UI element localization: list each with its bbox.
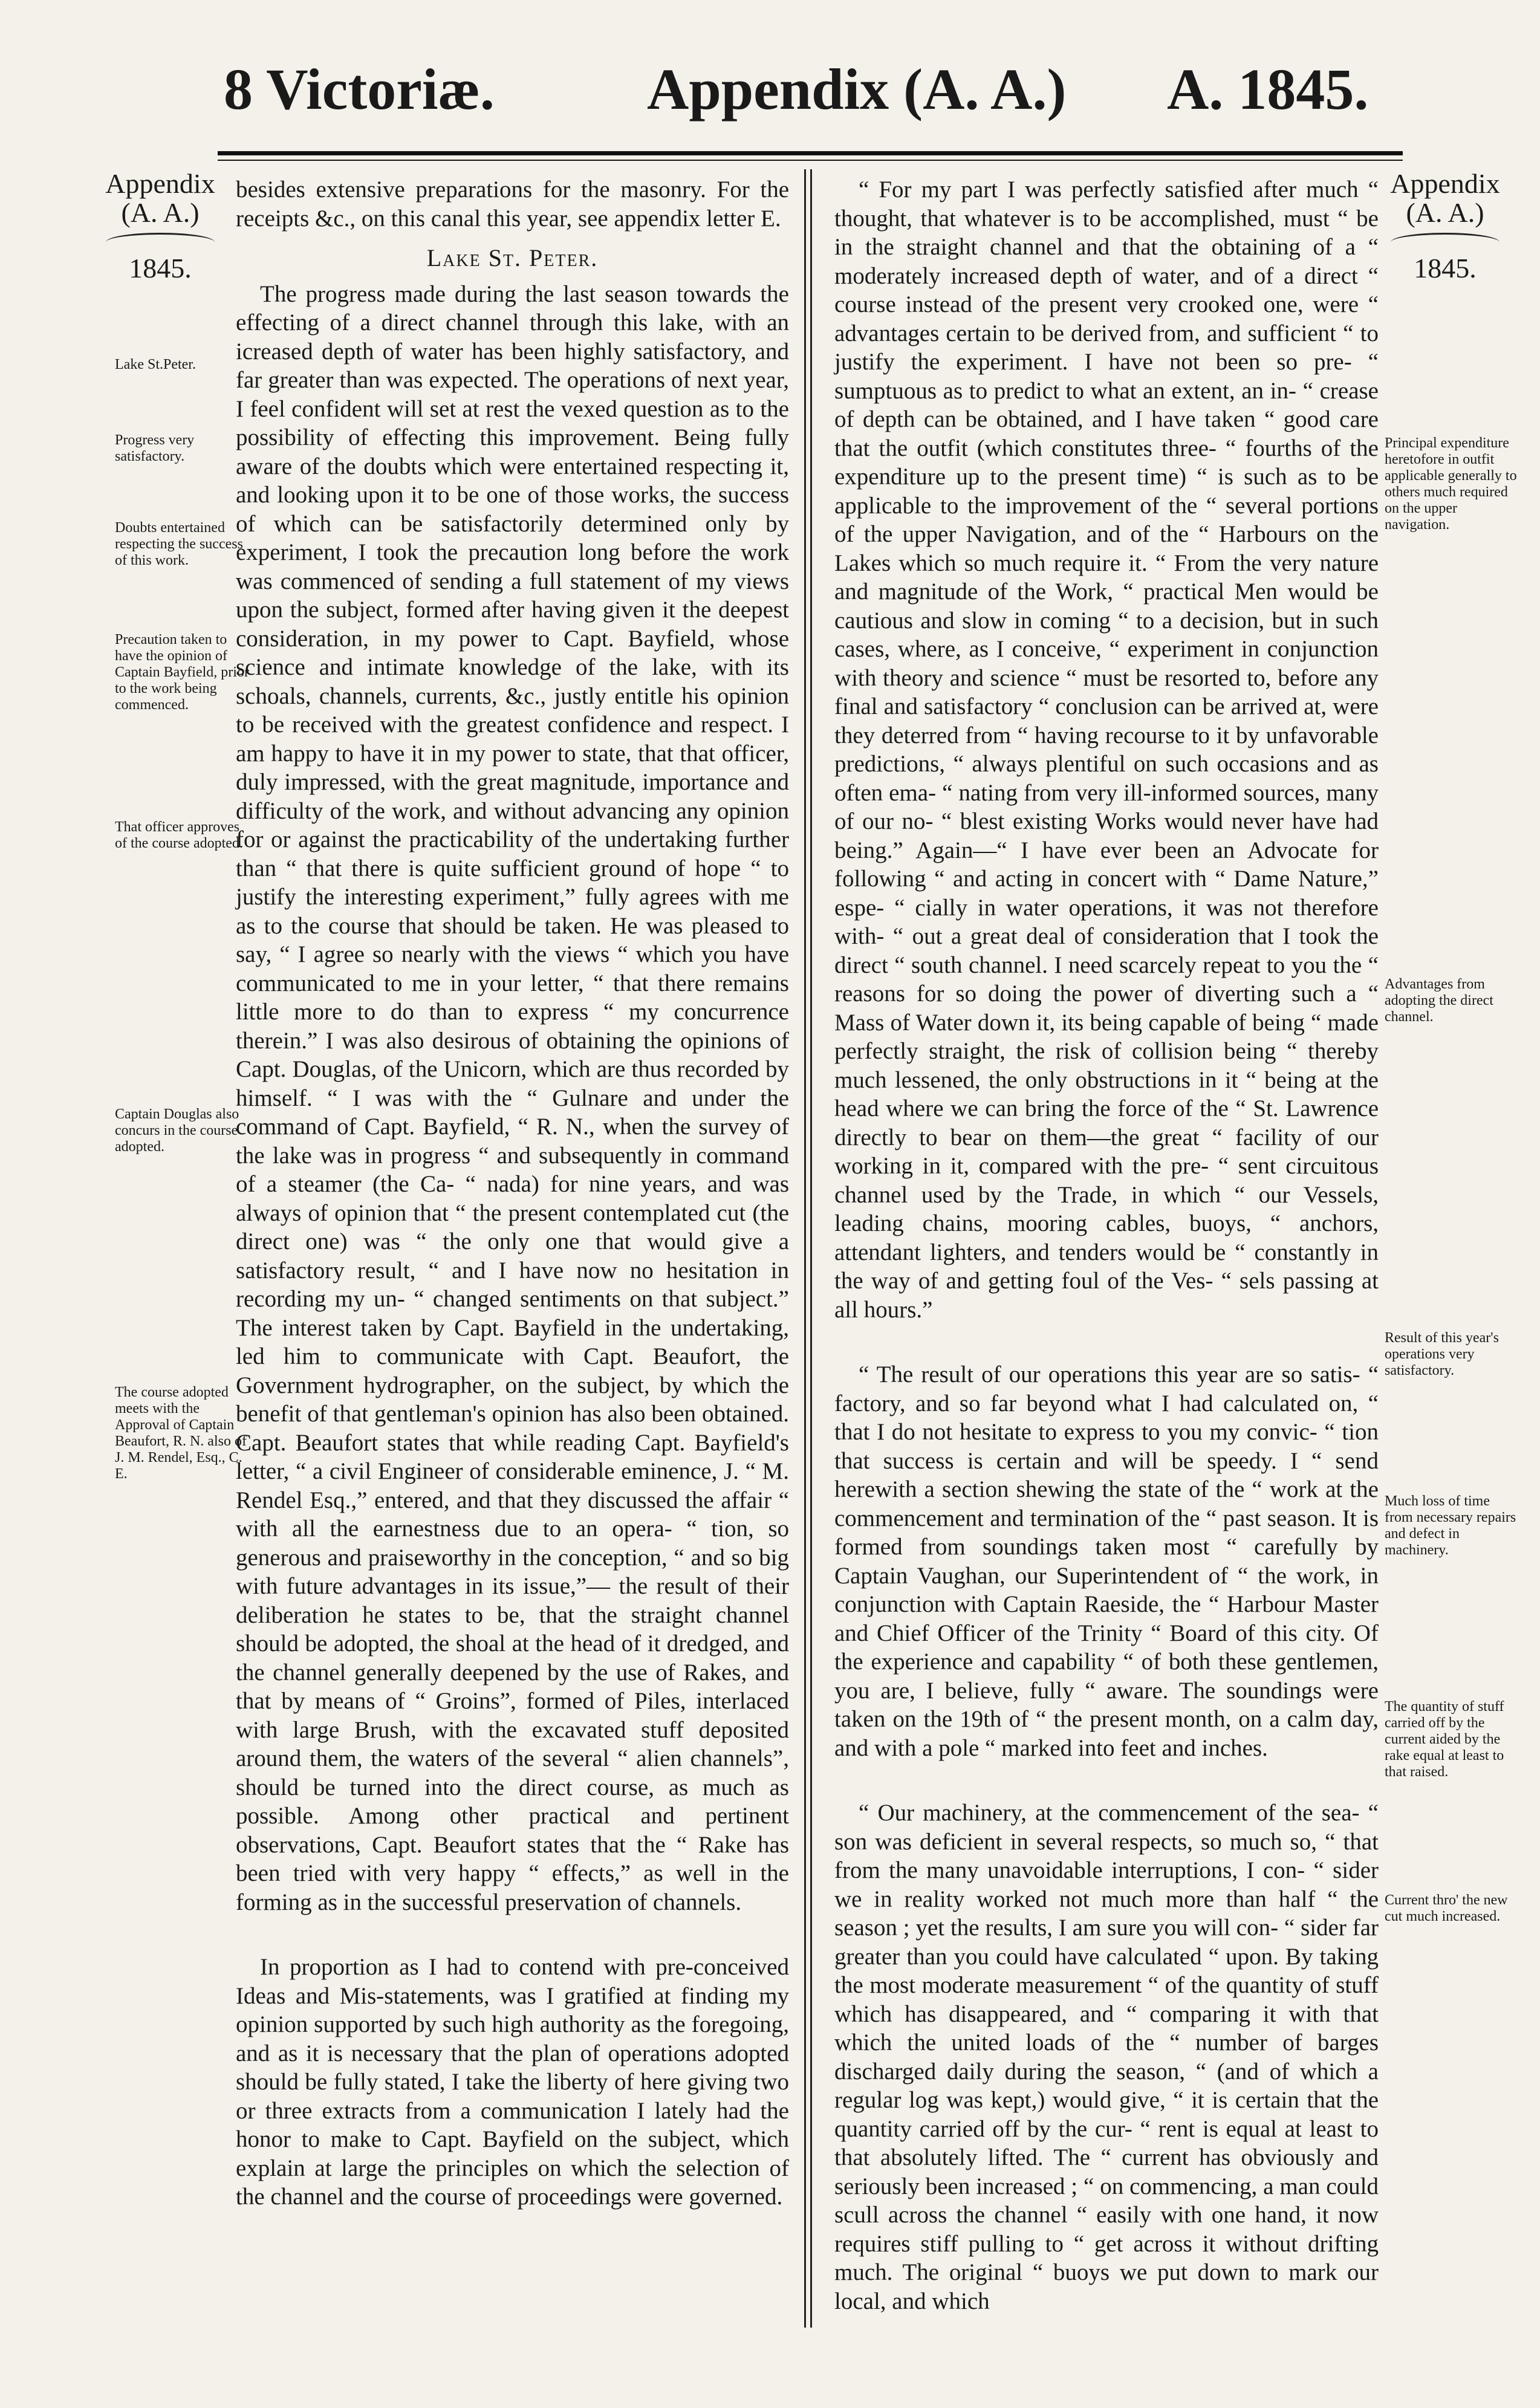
brace-icon xyxy=(106,233,215,252)
quote-paragraph: “ Our machinery, at the commencement of the sea- “ son was deficient in several respects, so much so, “ that from the many unavoidable interruptions, I con- “ sider we in reality worked not much more than half “ the season ; yet the results, I am sure you will con- “ sider far greater than you could have calculated “ upon. By taking the most moderate measurement “ of the quantity of stuff which has disappeared, and “ comparing it with that which the united loads of the “ number of barges discharged daily during the season, “ (and of which a regular log was kept,) would give, “ it is certain that the quantity carried off by the cur- “ rent is equal at least to that absolutely lifted. The “ current has obviously and seriously been increased ; “ on commencing, a man could scull across the channel “ easily with one hand, it now requires stiff pulling to “ get across it without drifting much. The original “ buoys we put down to mark our local, and which xyxy=(834,1800,1379,2314)
margin-note: Advantages from adopting the direct channel. xyxy=(1385,976,1493,1025)
section-title: Lake St. Peter. xyxy=(426,244,599,271)
header-year: A. 1845. xyxy=(1167,57,1369,122)
margin-note: The course adopted meets with the Approval of Captain Beaufort, R. N. also of J. M. Rendel, Esq., C. E. xyxy=(115,1384,247,1482)
header-session: 8 Victoriæ. xyxy=(224,57,495,122)
column-divider xyxy=(810,169,812,2328)
header-rule-thick xyxy=(218,151,1403,155)
quote-paragraph: “ For my part I was perfectly satisfied after much “ thought, that whatever is to be accomplished, must “ be in the straight channel and that the obtaining of a “ moderately increased depth of water, and of a direct “ course instead of the present very crooked one, were “ advantages certain to be derived from, and sufficient “ to justify the experiment. I have not been so pre- “ sumptuous as to predict to what an extent, an in- “ crease of depth can be obtained, and I have taken “ good care that the outfit (which constitutes three- “ fourths of the expenditure up to the present time) “ is such as to be applicable to the improvement of the “ several portions of the upper Navigation, and of the “ Harbours on the Lakes which so much require it. “ From the very nature and magnitude of the Work, “ practical Men would be cautious and slow in coming “ to a decision, but in such cases, where, as I conceive, “ experiment in conjunction with theory and science “ must be resorted to, before any final and satisfactory “ conclusion can be arrived at, were they deterred from “ having recourse to it by unfavorable predictions, “ always plentiful on such occasions and as often ema- “ nating from very ill-informed sources, many of our no- “ blest existing Works would never have had being.” Again—“ I have ever been an Advocate for following “ and acting in concert with “ Dame Nature,” espe- “ cially in water operations, it was not therefore with- “ out a great deal of consideration that I took the direct “ south channel. I need scarcely repeat to you the “ reasons for so doing the power of diverting such a “ Mass of Water down it, its being capable of being “ made perfectly straight, the risk of collision being “ thereby much lessened, the only obstructions in it “ being at the head where we can bring the force of the “ St. Lawrence directly to bear on them—the great “ facility of our working in it, compared with the pre- “ sent circuitous channel used by the Trade, in which “ our Vessels, leading chains, mooring cables, buoys, “ anchors, attendant lighters, and tenders would be “ constantly in the way of and getting foul of the Ves- “ sels passing at all hours.” xyxy=(834,177,1379,1323)
column-divider xyxy=(804,169,806,2328)
appendix-tag-code: (A. A.) xyxy=(1406,197,1484,229)
appendix-tag-right xyxy=(1385,169,1506,283)
margin-note: Principal expenditure heretofore in outfit applicable generally to others much required on the upper navigation. xyxy=(1385,435,1517,533)
body-paragraph: The progress made during the last season towards the effecting of a direct channel through this lake, with an icreased depth of water has been highly satisfactory, and far greater than was expected. The operations of next year, I feel confident will set at rest the vexed question as to the possibility of effecting this improvement. Being fully aware of the doubts which were entertained respecting it, and looking upon it to be one of those works, the success of which can be satisfactorily determined only by experiment, I took the precaution long before the work was commenced of sending a full statement of my views upon the subject, formed after having given it the deepest consideration, in my power to Capt. Bayfield, whose science and intimate knowledge of the lake, with its schoals, channels, currents, &c., justly entitle his opinion to be received with the greatest confidence and respect. I am happy to have it in my power to state, that that officer, duly impressed, with the great magnitude, importance and difficulty of the work, and without advancing any opinion for or against the practicability of the undertaking further than “ that there is quite sufficient ground of hope “ to justify the interesting experiment,” fully agrees with me as to the course that should be taken. He was pleased to say, “ I agree so nearly with the views “ which you have communicated to me in your letter, “ that there remains little more to do than to express “ my concurrence therein.” I was also desirous of obtaining the opinions of Capt. Douglas, of the Unicorn, which are thus recorded by himself. “ I was with the “ Gulnare and under the command of Capt. Bayfield, “ R. N., when the survey of the lake was in progress “ and subsequently in command of a steamer (the Ca- “ nada) for nine years, and was always of opinion that “ the present contemplated cut (the direct one) was “ the only one that would give a satisfactory result, “ and I have now no hesitation in recording my un- “ changed sentiments on that subject.” The interest taken by Capt. Bayfield in the undertaking, led him to communicate with Capt. Beaufort, the Government hydrographer, on the subject, by which the benefit of that gentleman's opinion has also been obtained. Capt. Beaufort states that while reading Capt. Bayfield's letter, “ a civil Engineer of considerable eminence, J. “ M. Rendel Esq.,” entered, and that they discussed the affair “ with all the earnestness due to an opera- “ tion, so generous and praiseworthy in the conception, “ and so big with future advantages in its issue,”— the result of their deliberation he states to be, that the straight channel should be adopted, the shoal at the head of it dredged, and the channel generally deepened by the use of Rakes, and that by means of “ Groins”, formed of Piles, interlaced with large Brush, with the excavated stuff deposited around them, the waters of the several “ alien channels”, should be turned into the direct course, as much as possible. Among other practical and pertinent observations, Capt. Beaufort states that the “ Rake has been tried with very happy “ effects,” as well in the forming as in the successful preservation of channels. xyxy=(236,281,789,1915)
left-column xyxy=(236,175,789,2212)
appendix-tag-label: Appendix xyxy=(1390,168,1500,199)
margin-note: That officer approves of the course adopted. xyxy=(115,819,243,851)
margin-note: Progress very satisfactory. xyxy=(115,432,195,464)
appendix-tag-year: 1845. xyxy=(129,252,192,284)
appendix-tag-code: (A. A.) xyxy=(121,197,200,229)
appendix-tag-label: Appendix xyxy=(105,168,215,199)
margin-note: Result of this year's operations very satisfactory. xyxy=(1385,1330,1499,1378)
intro-paragraph: besides extensive preparations for the masonry. For the receipts &c., on this canal this year, see appendix letter E. xyxy=(236,177,789,232)
header-appendix: Appendix (A. A.) xyxy=(647,57,1067,122)
header-rule-thin xyxy=(218,160,1403,161)
margin-note: Captain Douglas also concurs in the course adopted. xyxy=(115,1106,239,1155)
margin-note: Much loss of time from necessary repairs and defect in machinery. xyxy=(1385,1493,1516,1558)
margin-note: The quantity of stuff carried off by the current aided by the rake equal at least to that raised. xyxy=(1385,1699,1504,1780)
page-header xyxy=(0,42,1540,151)
brace-icon xyxy=(1391,233,1499,252)
body-paragraph: In proportion as I had to contend with pre-conceived Ideas and Mis-statements, was I gratified at finding my opinion supported by such high authority as the foregoing, and as it is necessary that the plan of operations adopted should be fully stated, I take the liberty of here giving two or three extracts from a communication I lately had the honor to make to Capt. Bayfield on the subject, which explain at large the principles on which the selection of the channel and the course of proceedings were governed. xyxy=(236,1954,789,2210)
margin-note: Precaution taken to have the opinion of Captain Bayfield, prior to the work being commenced. xyxy=(115,632,249,713)
right-column xyxy=(834,175,1379,2316)
appendix-tag-year: 1845. xyxy=(1414,252,1477,284)
appendix-tag-left xyxy=(100,169,221,283)
margin-note: Lake St.Peter. xyxy=(115,357,196,372)
margin-note: Current thro' the new cut much increased. xyxy=(1385,1892,1508,1924)
margin-note: Doubts entertained respecting the success of this work. xyxy=(115,520,243,568)
quote-paragraph: “ The result of our operations this year are so satis- “ factory, and so far beyond what I had calculated on, “ that I do not hesitate to express to you my convic- “ tion that success is certain and will be speedy. I “ send herewith a section shewing the state of the “ work at the commencement and termination of the “ past season. It is formed from soundings taken most “ carefully by Captain Vaughan, our Superintendent of “ the work, in conjunction with Captain Raeside, the “ Harbour Master and Chief Officer of the Trinity “ Board of this city. Of the experience and capability “ of both these gentlemen, you are, I believe, fully “ aware. The soundings were taken on the 19th of “ the present month, on a calm day, and with a pole “ marked into feet and inches. xyxy=(834,1361,1379,1761)
